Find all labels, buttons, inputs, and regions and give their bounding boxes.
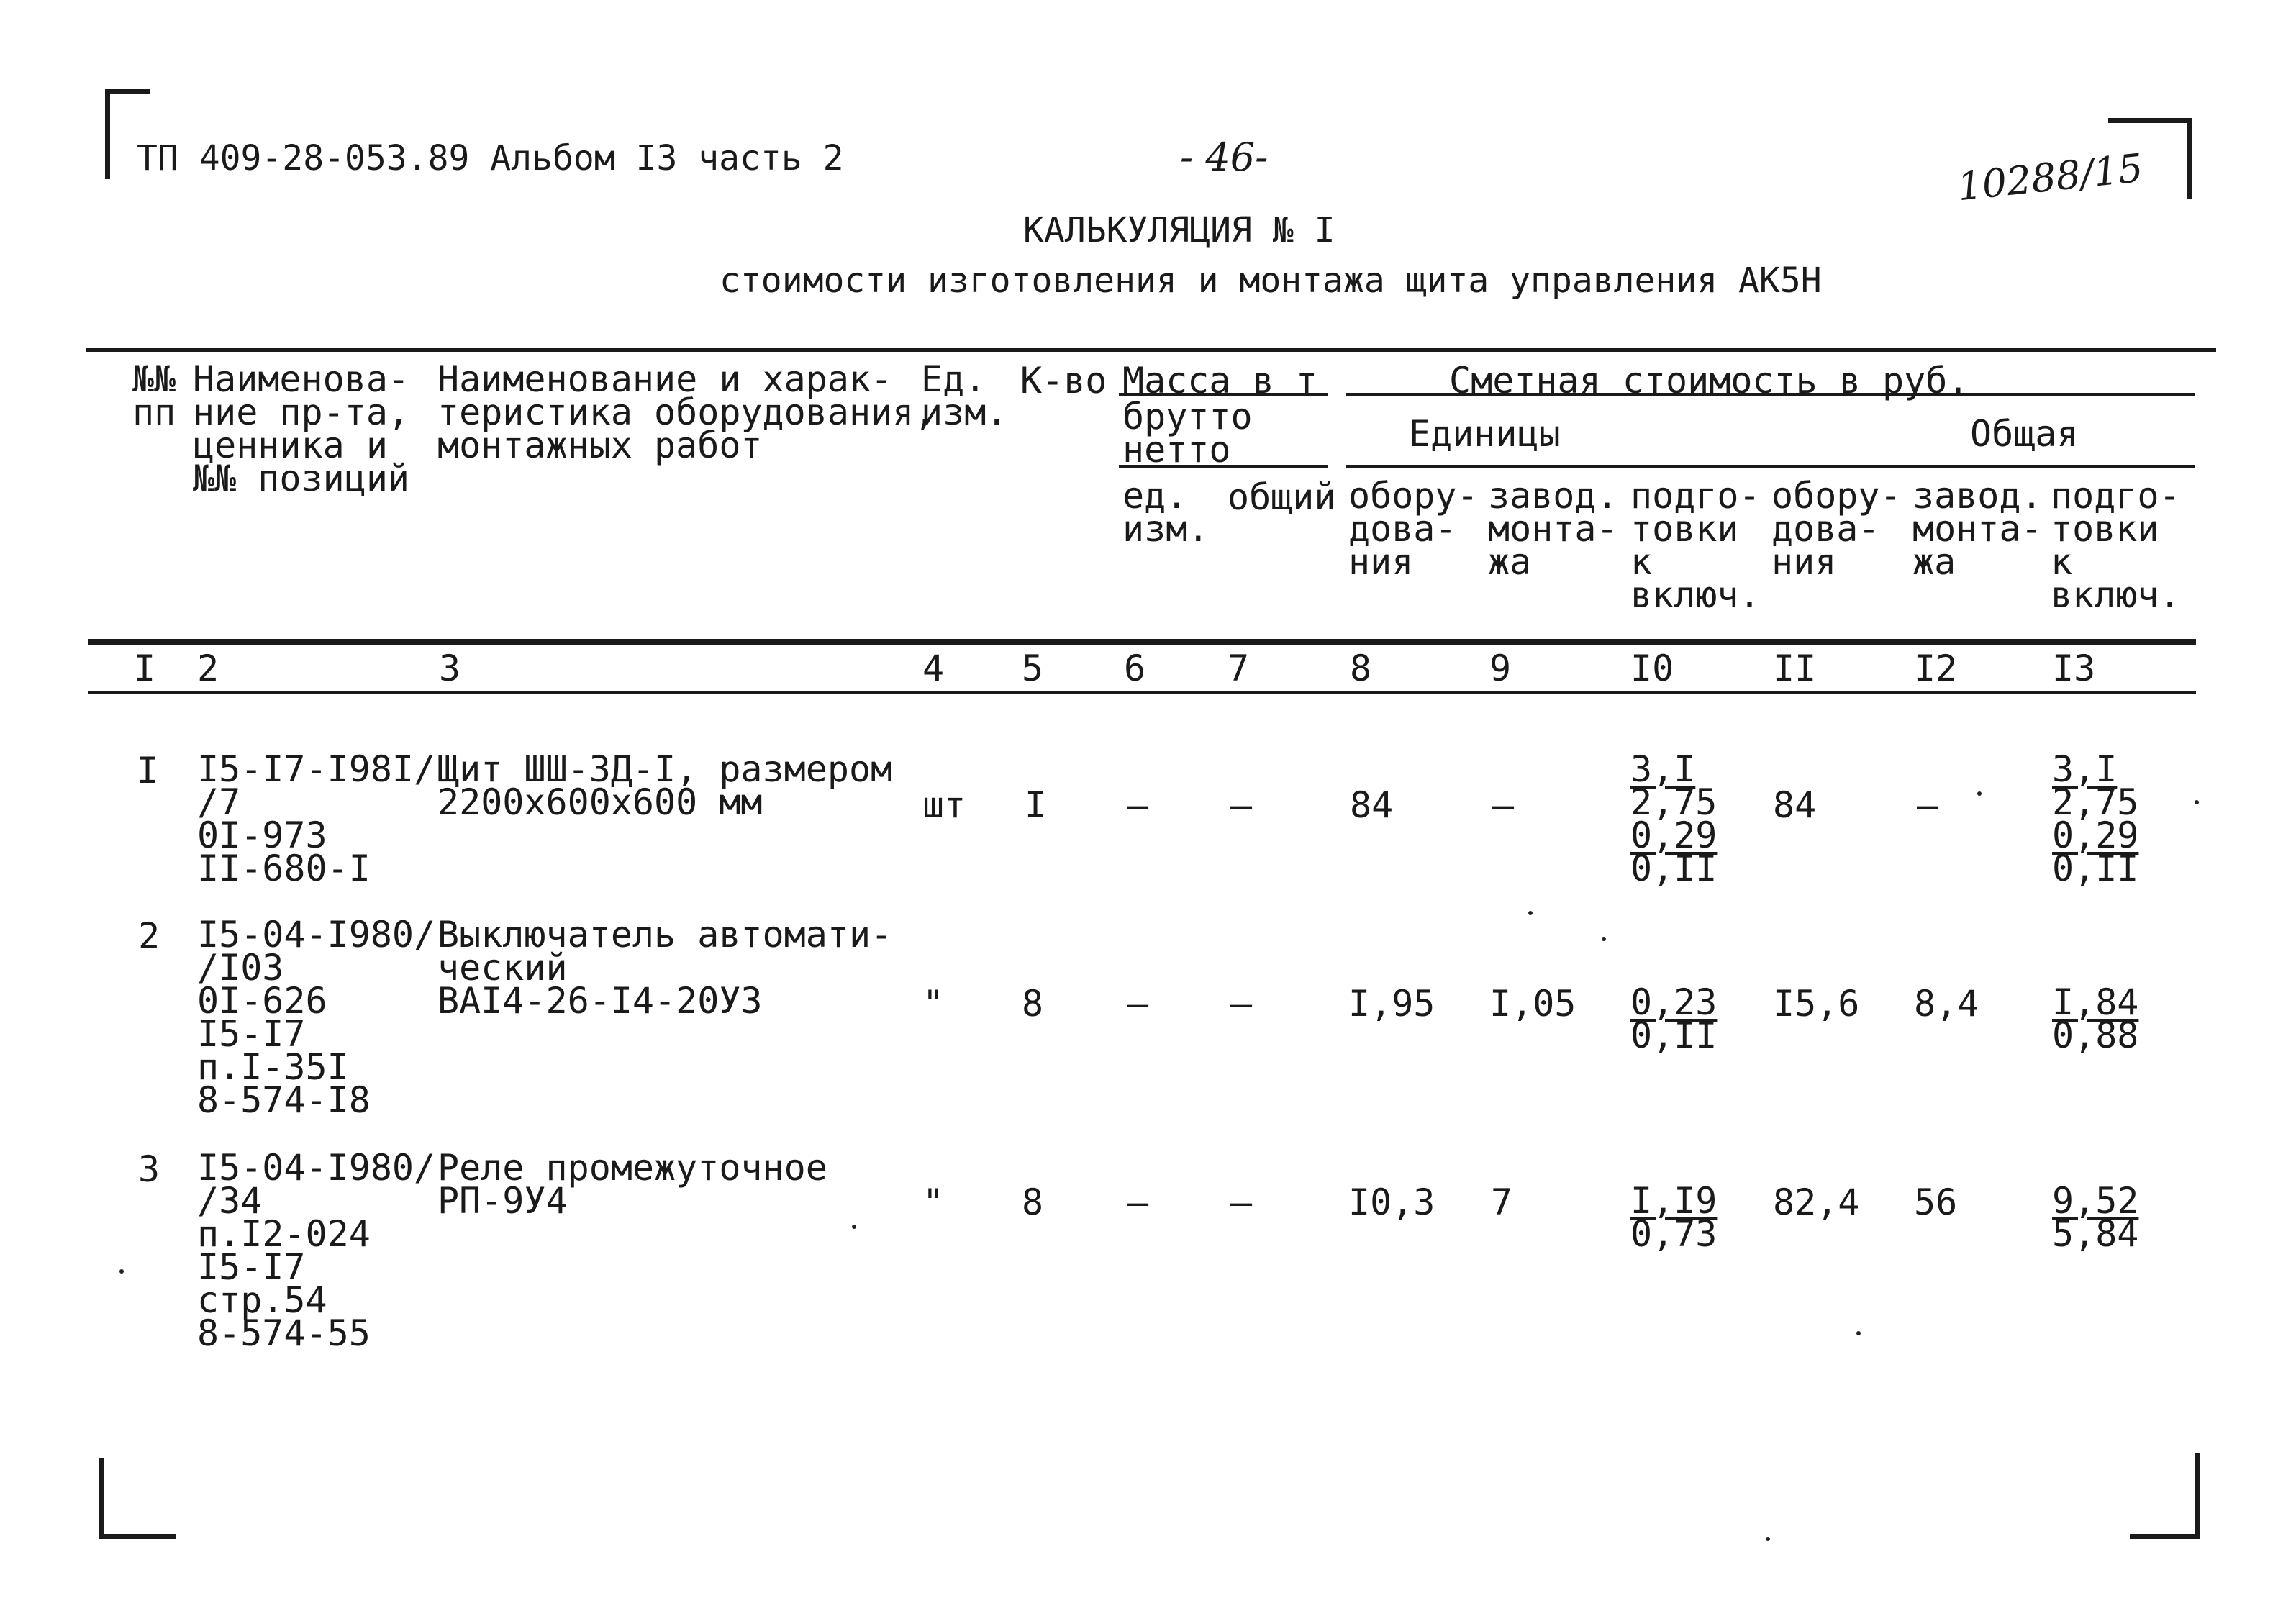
header-col-equip-unit: обору- дова- ния [1348,475,1479,583]
archive-number: 10288/15 [1955,145,2146,210]
header-bottom-rule [88,639,2196,645]
row-unit: " [922,983,945,1025]
header-col-equip-total: обору- дова- ния [1771,475,1902,583]
row-number: 2 [138,915,160,957]
header-col-mass-unit: ед. изм. [1122,475,1210,550]
page-number: - 46- [1180,135,1269,180]
header-col-mount-unit: завод. монта- жа [1488,475,1618,583]
header-col-pricebook: Наименова- ние пр-та, ценника и №№ позиций [193,358,410,499]
header-total-group: Общая [1970,413,2079,455]
col-number: I0 [1630,648,1674,689]
scan-speck [119,1269,124,1274]
row-item-name: Реле промежуточное РП-9У4 [437,1147,827,1222]
scan-speck [852,1225,856,1229]
row-mounting-unit-cost: – [1492,784,1515,826]
row-mass-unit: – [1127,784,1149,826]
row-preparation-unit-cost: I,I9 0,73 [1630,1180,1718,1255]
corner-bracket-bottom-left [99,1458,176,1539]
row-pricebook-ref: I5-04-I980/ /I03 0I-626 I5-I7 п.I-35I 8-574-I8 [197,914,436,1121]
header-mass-netto: нетто [1122,429,1231,471]
row-mounting-total-cost: 8,4 [1914,983,1979,1025]
row-preparation-unit-cost: 0,23 0,II [1630,981,1718,1056]
col-number: 7 [1228,648,1250,689]
row-mass-unit: – [1127,1181,1149,1223]
col-number: 5 [1022,648,1044,689]
row-mass-total: – [1230,784,1253,826]
row-mounting-total-cost: 56 [1914,1181,1958,1223]
row-pricebook-ref: I5-04-I980/ /34 п.I2-024 I5-I7 стр.54 8-574-55 [197,1147,436,1354]
document-reference: ТП 409-28-053.89 Альбом I3 часть 2 [137,138,844,178]
row-equipment-unit-cost: I0,3 [1348,1181,1435,1223]
header-col-prep-unit: подго- товки к включ. [1630,475,1761,616]
calculation-subtitle: стоимости изготовления и монтажа щита управления АК5Н [720,260,1822,301]
row-preparation-total-cost: 3,I 2,75 0,29 0,II [2052,748,2139,889]
row-equipment-total-cost: 84 [1773,784,1817,826]
col-number: 6 [1124,648,1146,689]
header-units-group: Единицы [1409,413,1561,455]
row-mass-total: – [1230,983,1253,1025]
row-unit: шт [922,784,966,826]
row-preparation-total-cost: I,84 0,88 [2052,981,2139,1056]
col-number: 9 [1489,648,1512,689]
header-cost-group: Сметная стоимость в руб. [1449,360,1969,401]
row-item-name: Выключатель автомати- ческий ВАI4-26-I4-20У3 [437,914,893,1022]
row-mass-unit: – [1127,983,1149,1025]
col-number: I2 [1914,648,1958,689]
col-number: I3 [2052,648,2096,689]
scan-speck [1602,937,1606,941]
header-col-mount-total: завод. монта- жа [1912,475,2043,583]
row-mass-total: – [1230,1181,1253,1223]
row-pricebook-ref: I5-I7-I98I/ /7 0I-973 II-680-I [197,748,436,889]
row-quantity: I [1025,784,1047,826]
scan-speck [1766,1537,1770,1541]
header-col-prep-total: подго- товки к включ. [2051,475,2181,616]
corner-bracket-bottom-right [2130,1453,2200,1539]
header-mass-brutto: брутто [1122,396,1253,437]
row-preparation-total-cost: 9,52 5,84 [2052,1180,2139,1255]
row-equipment-total-cost: I5,6 [1773,983,1860,1025]
col-number: I [134,648,156,689]
row-mounting-total-cost: – [1917,784,1939,826]
row-number: 3 [138,1148,160,1190]
col-number: 8 [1350,648,1372,689]
row-quantity: 8 [1022,1181,1044,1223]
header-col-name: Наименование и харак- теристика оборудования, монтажных работ [437,358,936,466]
row-unit: " [922,1181,945,1223]
header-col-unit: Ед. изм. [921,358,1008,433]
numbering-bottom-rule [88,691,2196,694]
header-col-mass-total: общий [1228,476,1336,518]
header-col-no: №№ пп [132,358,176,433]
row-quantity: 8 [1022,983,1044,1025]
units-total-rule [1346,465,2195,468]
scan-speck [2195,800,2199,804]
scan-speck [1977,791,1982,796]
calculation-title: КАЛЬКУЛЯЦИЯ № I [1023,210,1335,250]
col-number: 4 [922,648,945,689]
row-equipment-unit-cost: I,95 [1348,983,1435,1025]
col-number: II [1773,648,1817,689]
row-number: I [137,750,159,791]
row-mounting-unit-cost: I,05 [1489,983,1576,1025]
table-top-rule [86,348,2216,352]
row-equipment-total-cost: 82,4 [1773,1181,1860,1223]
row-preparation-unit-cost: 3,I 2,75 0,29 0,II [1630,748,1718,889]
scan-speck [1528,911,1533,915]
row-equipment-unit-cost: 84 [1350,784,1394,826]
row-mounting-unit-cost: 7 [1491,1181,1513,1223]
scan-speck [1856,1331,1861,1335]
col-number: 2 [197,648,219,689]
col-number: 3 [439,648,461,689]
header-col-qty: К-во [1020,360,1107,401]
row-item-name: Щит ШШ-ЗД-I, размером 2200х600х600 мм [437,748,893,823]
header-mass-group: Масса в т [1122,360,1317,401]
